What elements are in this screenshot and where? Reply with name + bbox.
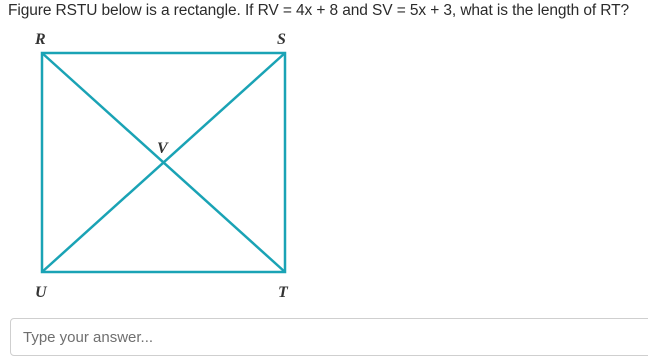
vertex-label-u: U <box>35 284 47 301</box>
answer-input[interactable] <box>10 318 648 356</box>
question-text: Figure RSTU below is a rectangle. If RV = 4x + 8 and SV = 5x + 3, what is the length of RT? <box>8 2 629 19</box>
vertex-label-r: R <box>35 31 46 48</box>
vertex-label-v: V <box>157 140 168 157</box>
vertex-label-s: S <box>277 31 286 48</box>
vertex-label-t: T <box>278 284 288 301</box>
